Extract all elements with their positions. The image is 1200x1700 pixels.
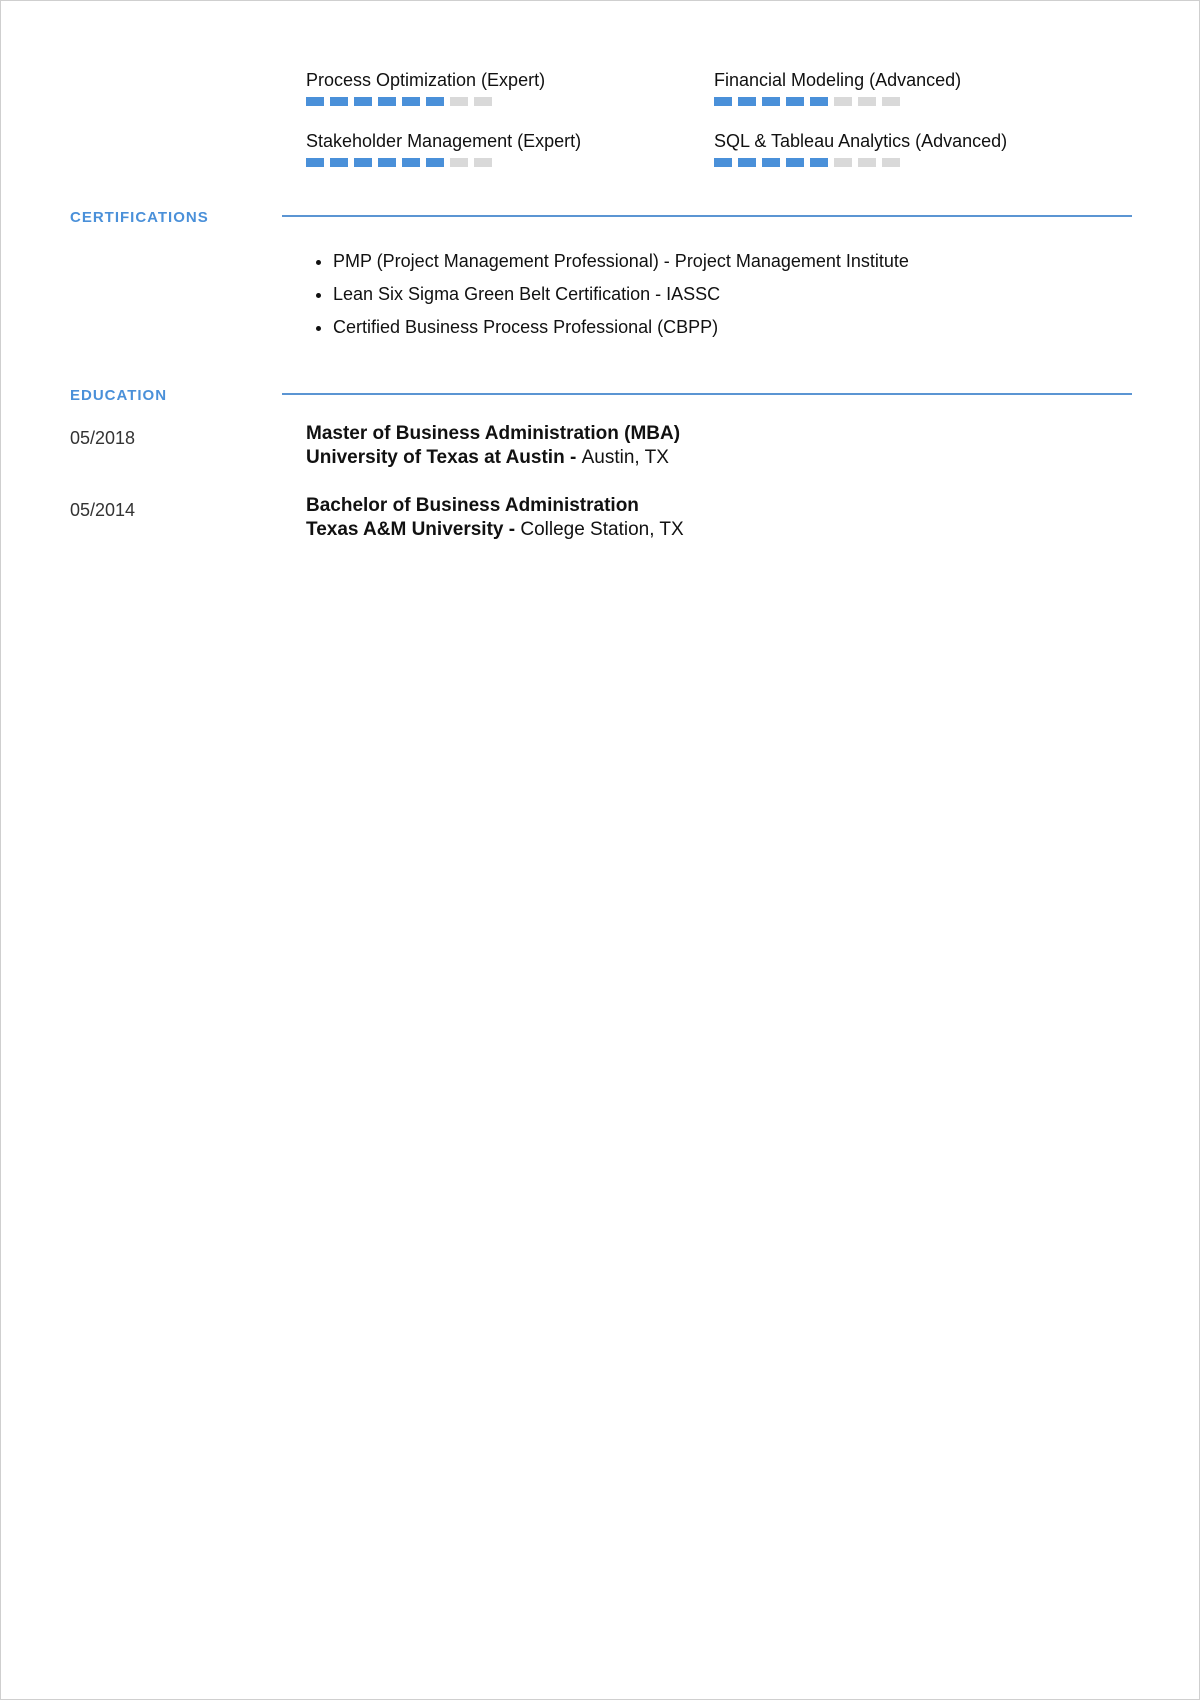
certifications-list [306,245,1133,344]
certification-item: • PMP (Project Management Professional) - Project Management Institute [333,245,1133,278]
skill-segment-empty [474,158,492,167]
education-location: Austin, TX [581,447,669,468]
skill-segment-empty [450,97,468,106]
skill-segment-filled [426,97,444,106]
skill-segment-empty [882,97,900,106]
skill-segment-filled [378,97,396,106]
skill-segment-filled [810,158,828,167]
skill-segment-filled [786,97,804,106]
education-date: 05/2018 [70,428,136,448]
certification-item: • Certified Business Process Professional (CBPP) [333,311,1133,344]
skill-segment-filled [810,97,828,106]
education-entry [306,422,1106,470]
skill-segment-empty [450,158,468,167]
skill-segment-filled [354,97,372,106]
skill-segment-filled [762,97,780,106]
skill-meter [714,158,1096,167]
skill-segment-filled [306,158,324,167]
education-school: Texas A&M University - [306,519,521,540]
skill-segment-filled [714,158,732,167]
education-degree: Bachelor of Business Administration [306,495,639,516]
skill-segment-empty [858,158,876,167]
skill-segment-filled [402,158,420,167]
skill-name: Financial Modeling (Advanced) [714,70,962,90]
education-entry [306,494,1106,542]
skill-meter [306,158,714,167]
skill-segment-filled [330,97,348,106]
skill-segment-filled [426,158,444,167]
skill-segment-filled [738,97,756,106]
education-school: University of Texas at Austin - [306,447,582,468]
skill-segment-empty [834,97,852,106]
skill-segment-filled [714,97,732,106]
skill-name: Stakeholder Management (Expert) [306,131,582,151]
skills-grid [306,69,1096,166]
skill-segment-empty [858,97,876,106]
education-degree: Master of Business Administration (MBA) [306,423,681,444]
certification-item: • Lean Six Sigma Green Belt Certification - IASSC [333,278,1133,311]
education-divider [282,393,1132,395]
skill-item [306,69,714,105]
skill-segment-empty [834,158,852,167]
skill-segment-filled [378,158,396,167]
education-location: College Station, TX [520,519,684,540]
skill-segment-filled [330,158,348,167]
skill-segment-filled [738,158,756,167]
skill-segment-empty [474,97,492,106]
skill-segment-filled [306,97,324,106]
education-school-line [306,446,1106,470]
education-heading: EDUCATION [70,387,168,404]
skill-name: SQL & Tableau Analytics (Advanced) [714,131,1008,151]
skill-meter [306,97,714,106]
skill-item [306,130,714,166]
education-date: 05/2014 [70,500,136,520]
certifications-divider [282,215,1132,217]
skill-segment-empty [882,158,900,167]
skill-segment-filled [786,158,804,167]
skill-item [714,130,1096,166]
skill-segment-filled [402,97,420,106]
education-school-line [306,518,1106,542]
skill-name: Process Optimization (Expert) [306,70,546,90]
skill-meter [714,97,1096,106]
certifications-heading: CERTIFICATIONS [70,209,209,226]
skill-item [714,69,1096,105]
skill-segment-filled [354,158,372,167]
skill-segment-filled [762,158,780,167]
